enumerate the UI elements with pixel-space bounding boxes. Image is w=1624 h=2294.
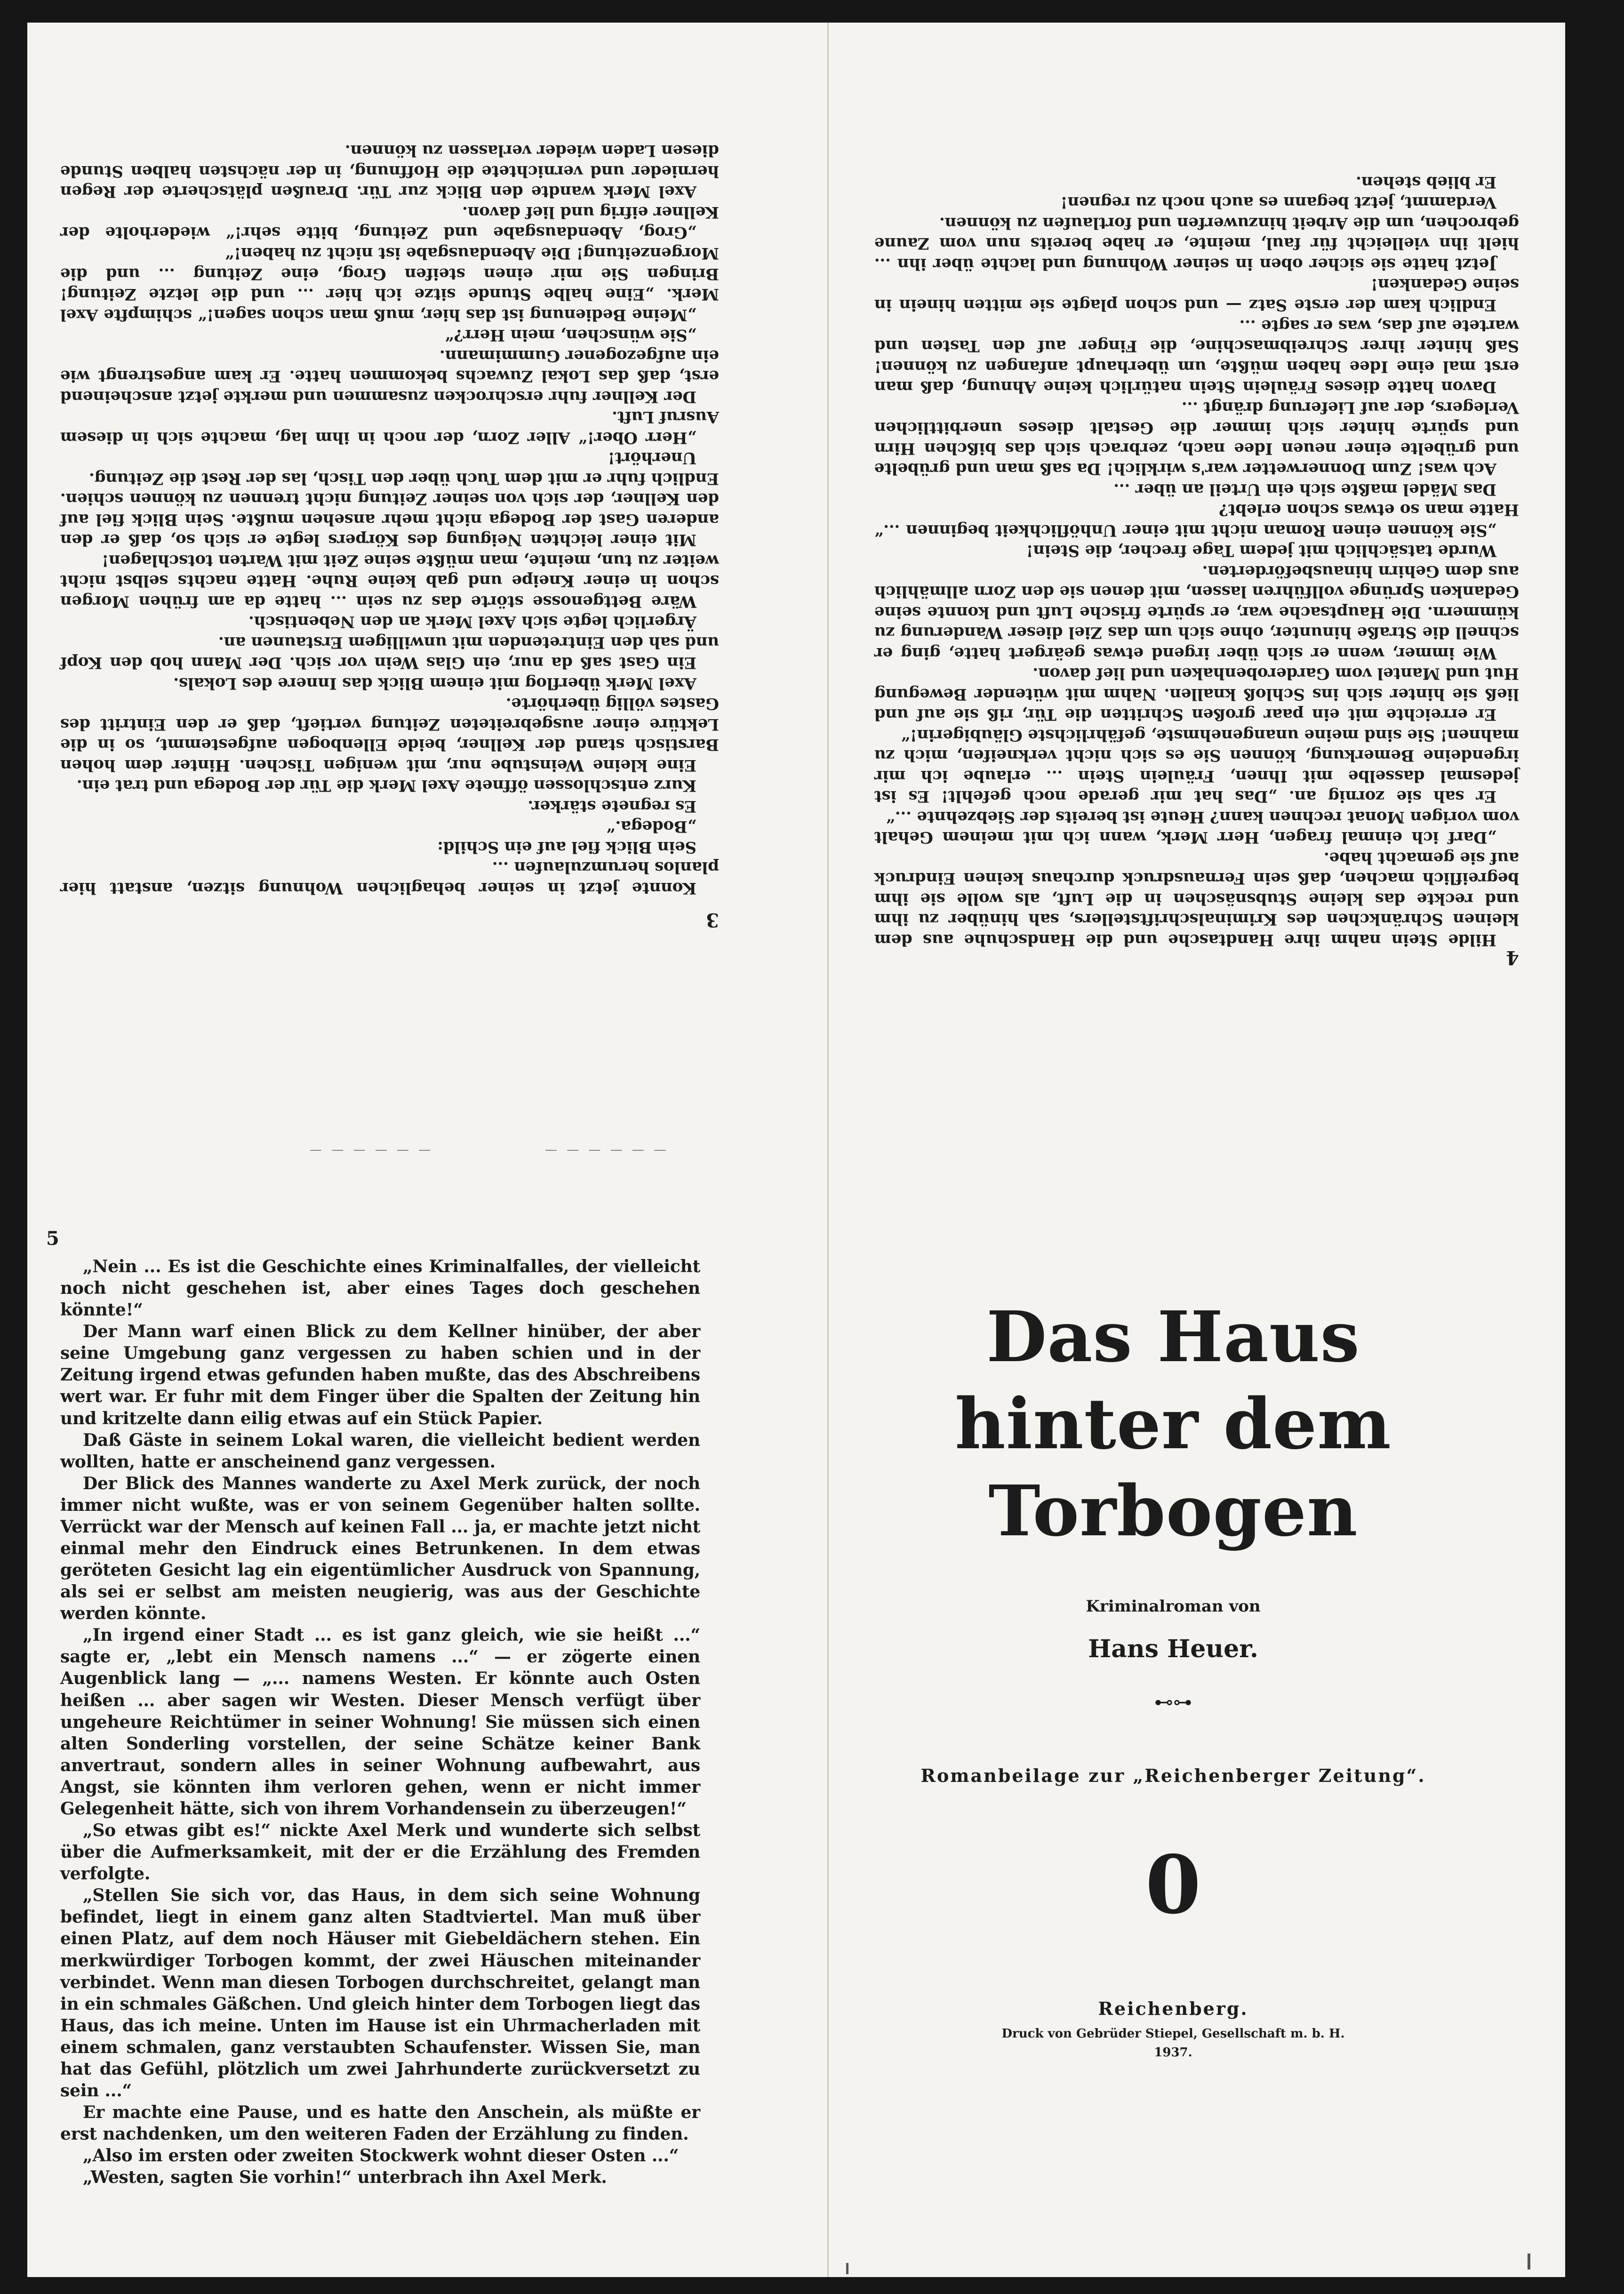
paragraph: Er erreichte mit ein paar großen Schritten die Tür, riß sie auf und ließ sie hinter sich ins Schloß knallen. Nahm mit wütender Bewegung Hut und Mantel vom Garderobenhaken und lief davon. [874, 664, 1519, 724]
page-4-column [874, 150, 1519, 969]
column-text [874, 171, 1519, 950]
page-number: 4 [1506, 946, 1519, 969]
paragraph: „Nein ... Es ist die Geschichte eines Kriminalfalles, der vielleicht noch nicht geschehen ist, aber eines Tages doch geschehen könnte!“ [60, 1257, 700, 1320]
genre-line: Kriminalroman von [1086, 1597, 1261, 1616]
paragraph: „Bodega.“ [606, 817, 696, 836]
paragraph: Er sah sie zornig an. „Das hat mir gerade noch gefehlt! Es ist jedesmal dasselbe mit Ihnen, Fräulein Stein ... erlaube ich mir irgendeine Bemerkung, können Sie es sich nicht verkneifen, mich zu mahnen! Sie sind meine unangenehmste, gefährlichste Gläubigerin!“ [874, 725, 1519, 806]
paragraph: Kurz entschlossen öffnete Axel Merk die Tür der Bodega und trat ein. [77, 776, 696, 795]
title-page [870, 1293, 1477, 2188]
book-title-line-2: hinter dem Torbogen [955, 1383, 1392, 1552]
page-5-column [46, 1227, 700, 2188]
crop-mark: — — — — — — [310, 1143, 434, 1157]
paragraph: Daß Gäste in seinem Lokal waren, die vielleicht bedient werden wollten, hatte er anscheinend ganz vergessen. [60, 1430, 700, 1472]
page-number: 3 [706, 909, 719, 931]
paragraph: „Meine Bedienung ist das hier, muß man schon sagen!“ schimpfte Axel Merk. „Eine halbe Stunde sitze ich hier ... und die letzte Zeitung! Bringen Sie mir einen steifen Grog, eine Zeitung ... und die Morgenzeitung! Die Abendausgabe ist nicht zu haben!“ [60, 244, 719, 324]
column-text [60, 140, 719, 898]
paragraph: „Sie wünschen, mein Herr?“ [445, 326, 696, 345]
issue-number: 0 [1145, 1838, 1201, 1932]
paragraph: Hilde Stein nahm ihre Handtasche und die Handschuhe aus dem kleinen Schränkchen des Kriminalschriftstellers, sah hinüber zu ihm und reckte das kleine Stubsnäschen in die Luft, als wolle sie ihm begreiflich machen, daß sein Fernausdruck durchaus keinen Eindruck auf sie gemacht habe. [874, 848, 1519, 949]
year: 1937. [1154, 2045, 1192, 2060]
paragraph: Endlich kam der erste Satz — und schon plagte sie mitten hinein in seine Gedanken! [874, 275, 1519, 315]
paragraph: Verdammt, jetzt begann es auch noch zu regnen! [1060, 193, 1496, 212]
paragraph: Er machte eine Pause, und es hatte den Anschein, als müßte er erst nachdenken, um den weiteren Faden der Erzählung zu finden. [60, 2102, 700, 2144]
city-name: Reichenberg. [1098, 1998, 1248, 2019]
paragraph: „Westen, sagten Sie vorhin!“ unterbrach ihn Axel Merk. [83, 2167, 607, 2188]
paragraph: Wie immer, wenn er sich über irgend etwas geärgert hatte, ging er schnell die Straße hinunter, ohne sich um das Ziel dieser Wanderung zu kümmern. Die Hauptsache war, er spürte frische Luft und konnte seine Gedanken Sprünge vollführen lassen, mit denen sie den Zorn allmählich aus dem Gehirn hinausbeförderten. [874, 561, 1519, 663]
edge-mark [846, 2263, 848, 2274]
paragraph: Ach was! Zum Donnerwetter war's wirklich! Da saß man und grübelte und grübelte einer neuen Idee nach, zerbrach sich das bißchen Hirn und spürte hinter sich immer die Gestalt dieses unerbittlichen Verlegers, der auf Lieferung drängt ... [874, 398, 1519, 479]
paragraph: „Stellen Sie sich vor, das Haus, in dem sich seine Wohnung befindet, liegt in einem ganz alten Stadtviertel. Man muß über einen Platz, auf dem noch Häuser mit Giebeldächern stehen. Ein merkwürdiger Torbogen kommt, der zwei Häuschen miteinander verbindet. Wenn man diesen Torbogen durchschreitet, gelangt man in ein schmales Gäßchen. Und gleich hinter dem Torbogen liegt das Haus, das ich meine. Unten im Hause ist ein Uhrmacherladen mit einem schmalen, ganz verstaubten Schaufenster. Wissen Sie, man hat das Gefühl, plötzlich um zwei Jahrhunderte zurückversetzt zu sein ...“ [60, 1885, 700, 2101]
paragraph: Er blieb stehen. [1356, 172, 1496, 192]
column-text [60, 1256, 700, 2188]
paragraph: Wurde tatsächlich mit jedem Tage frecher, die Stein! [1026, 541, 1496, 561]
paragraph: Davon hatte dieses Fräulein Stein natürlich keine Ahnung, daß man erst mal eine Idee haben müßte, um überhaupt anfangen zu können! Saß hinter ihrer Schreibmaschine, die Finger auf den Tasten und wartete auf das, was er sagte ... [874, 316, 1519, 397]
paragraph: Der Mann warf einen Blick zu dem Kellner hinüber, der aber seine Umgebung ganz vergessen zu haben schien und in der Zeitung irgend etwas gefunden haben mußte, das des Abschreibens wert war. Er fuhr mit dem Finger über die Spalten der Zeitung hin und kritzelte dann eilig etwas auf ein Stück Papier. [60, 1322, 700, 1428]
newspaper-sheet [27, 23, 1565, 2277]
paragraph: Ein Gast saß da nur, ein Glas Wein vor sich. Der Mann hob den Kopf und sah den Eintretenden mit unwilligem Erstaunen an. [60, 633, 719, 673]
printer-line: Druck von Gebrüder Stiepel, Gesellschaft m. b. H. [1001, 2027, 1345, 2041]
paragraph: Ärgerlich legte sich Axel Merk an den Nebentisch. [248, 612, 696, 632]
paragraph: Axel Merk überflog mit einem Blick das Innere des Lokals. [173, 674, 696, 693]
paragraph: „In irgend einer Stadt ... es ist ganz gleich, wie sie heißt ...“ sagte er, „lebt ein Mensch namens ...“ — er zögerte einen Augenblick lang — „... namens Westen. Er könnte auch Osten heißen ... aber sagen wir Westen. Dieser Mensch verfügt über ungeheure Reichtümer in seiner Wohnung! Sie müssen sich einen alten Sonderling vorstellen, der seine Schätze keiner Bank anvertraut, sondern alles in seiner Wohnung aufbewahrt, aus Angst, sie könnten ihm verloren gehen, wenn er nicht immer Gelegenheit hätte, sich von ihrem Vorhandensein zu überzeugen!“ [60, 1625, 700, 1819]
paragraph: „Also im ersten oder zweiten Stockwerk wohnt dieser Osten ...“ [83, 2146, 679, 2166]
paragraph: Axel Merk wandte den Blick zur Tür. Draußen plätscherte der Regen hernieder und vernichtete die Hoffnung, in der nächsten halben Stunde diesen Laden wieder verlassen zu können. [60, 141, 719, 201]
paragraph: Der Kellner fuhr erschrocken zusammen und merkte jetzt anscheinend erst, daß das Lokal Zuwachs bekommen hatte. Er kam angestrengt wie ein aufgezogener Gummimann. [60, 346, 719, 406]
paragraph: Es regnete stärker. [528, 796, 696, 816]
edge-mark [1528, 2254, 1530, 2270]
ornament-icon: ⊷⊶ [1154, 1692, 1192, 1713]
paragraph: „Darf ich einmal fragen, Herr Merk, wann ich mit meinem Gehalt vom vorigen Monat rechnen kann? Heute ist bereits der Siebzehnte ...“ [874, 807, 1519, 847]
paragraph: Eine kleine Weinstube nur, mit wenigen Tischen. Hinter dem hohen Barstisch stand der Kellner, beide Ellenbogen aufgestemmt, so in die Lektüre einer ausgebreiteten Zeitung vertieft, daß er den Eintritt des Gastes völlig überhörte. [60, 694, 719, 775]
paragraph: Wäre Bettgenosse störte das zu sein ... hatte da am frühen Morgen schon in einer Kneipe und gab keine Ruhe. Hatte nachts selbst nicht weiter zu tun, meinte, man müßte seine Zeit mit Warten totschlagen! [60, 551, 719, 611]
paragraph: Mit einer leichten Neigung des Körpers legte er sich so, daß er den anderen Gast der Bodega nicht mehr ansehen mußte. Sein Blick fiel auf den Kellner, der sich von seiner Zeitung nicht trennen zu können schien. Endlich fuhr er mit dem Tuch über den Tisch, las der Rest die Zeitung. [60, 469, 719, 550]
paragraph: „Grog, Abendausgabe und Zeitung, bitte sehr!“ wiederholte der Kellner eifrig und lief davon. [60, 202, 719, 242]
crop-mark: — — — — — — [545, 1143, 669, 1157]
paragraph: Der Blick des Mannes wanderte zu Axel Merk zurück, der noch immer nicht wußte, was er von seinem Gegenüber halten sollte. Verrückt war der Mensch auf keinen Fall ... ja, er machte jetzt nicht einmal mehr den Eindruck eines Betrunkenen. In dem etwas geröteten Gesicht lag ein eigentümlicher Ausdruck von Spannung, als sei er selbst am meisten neugierig, was aus der Geschichte werden könnte. [60, 1473, 700, 1624]
paragraph: Jetzt hatte sie sicher oben in seiner Wohnung und lachte über ihn ... hielt ihn vielleicht für faul, meinte, er habe bereits nun vom Zaune gebrochen, um die Arbeit hinzuwerfen und fortlaufen zu können. [874, 213, 1519, 273]
paragraph: „So etwas gibt es!“ nickte Axel Merk und wunderte sich selbst über die Aufmerksamkeit, mit der er die Erzählung des Fremden verfolgte. [60, 1821, 700, 1884]
book-title-line-1: Das Haus [986, 1296, 1360, 1378]
author-name: Hans Heuer. [1088, 1635, 1258, 1663]
supplement-line: Romanbeilage zur „Reichenberger Zeitung“. [920, 1765, 1426, 1786]
paragraph: Das Mädel maßte sich ein Urteil an über ... [1113, 480, 1496, 499]
page-3-column [60, 112, 719, 931]
paragraph: Konnte jetzt in seiner behaglichen Wohnung sitzen, anstatt hier planlos herumzulaufen ... [60, 858, 719, 898]
page-fold [827, 23, 829, 2277]
paragraph: „Sie können einen Roman nicht mit einer Unhöflichkeit beginnen ...“ Hatte man so etwas schon erlebt? [874, 500, 1519, 540]
paragraph: Sein Blick fiel auf ein Schild: [437, 837, 696, 857]
page-number: 5 [46, 1227, 59, 1250]
paragraph: Unerhört! [608, 449, 696, 468]
paragraph: „Herr Ober!“ Aller Zorn, der noch in ihm lag, machte sich in diesem Ausruf Luft. [60, 408, 719, 447]
